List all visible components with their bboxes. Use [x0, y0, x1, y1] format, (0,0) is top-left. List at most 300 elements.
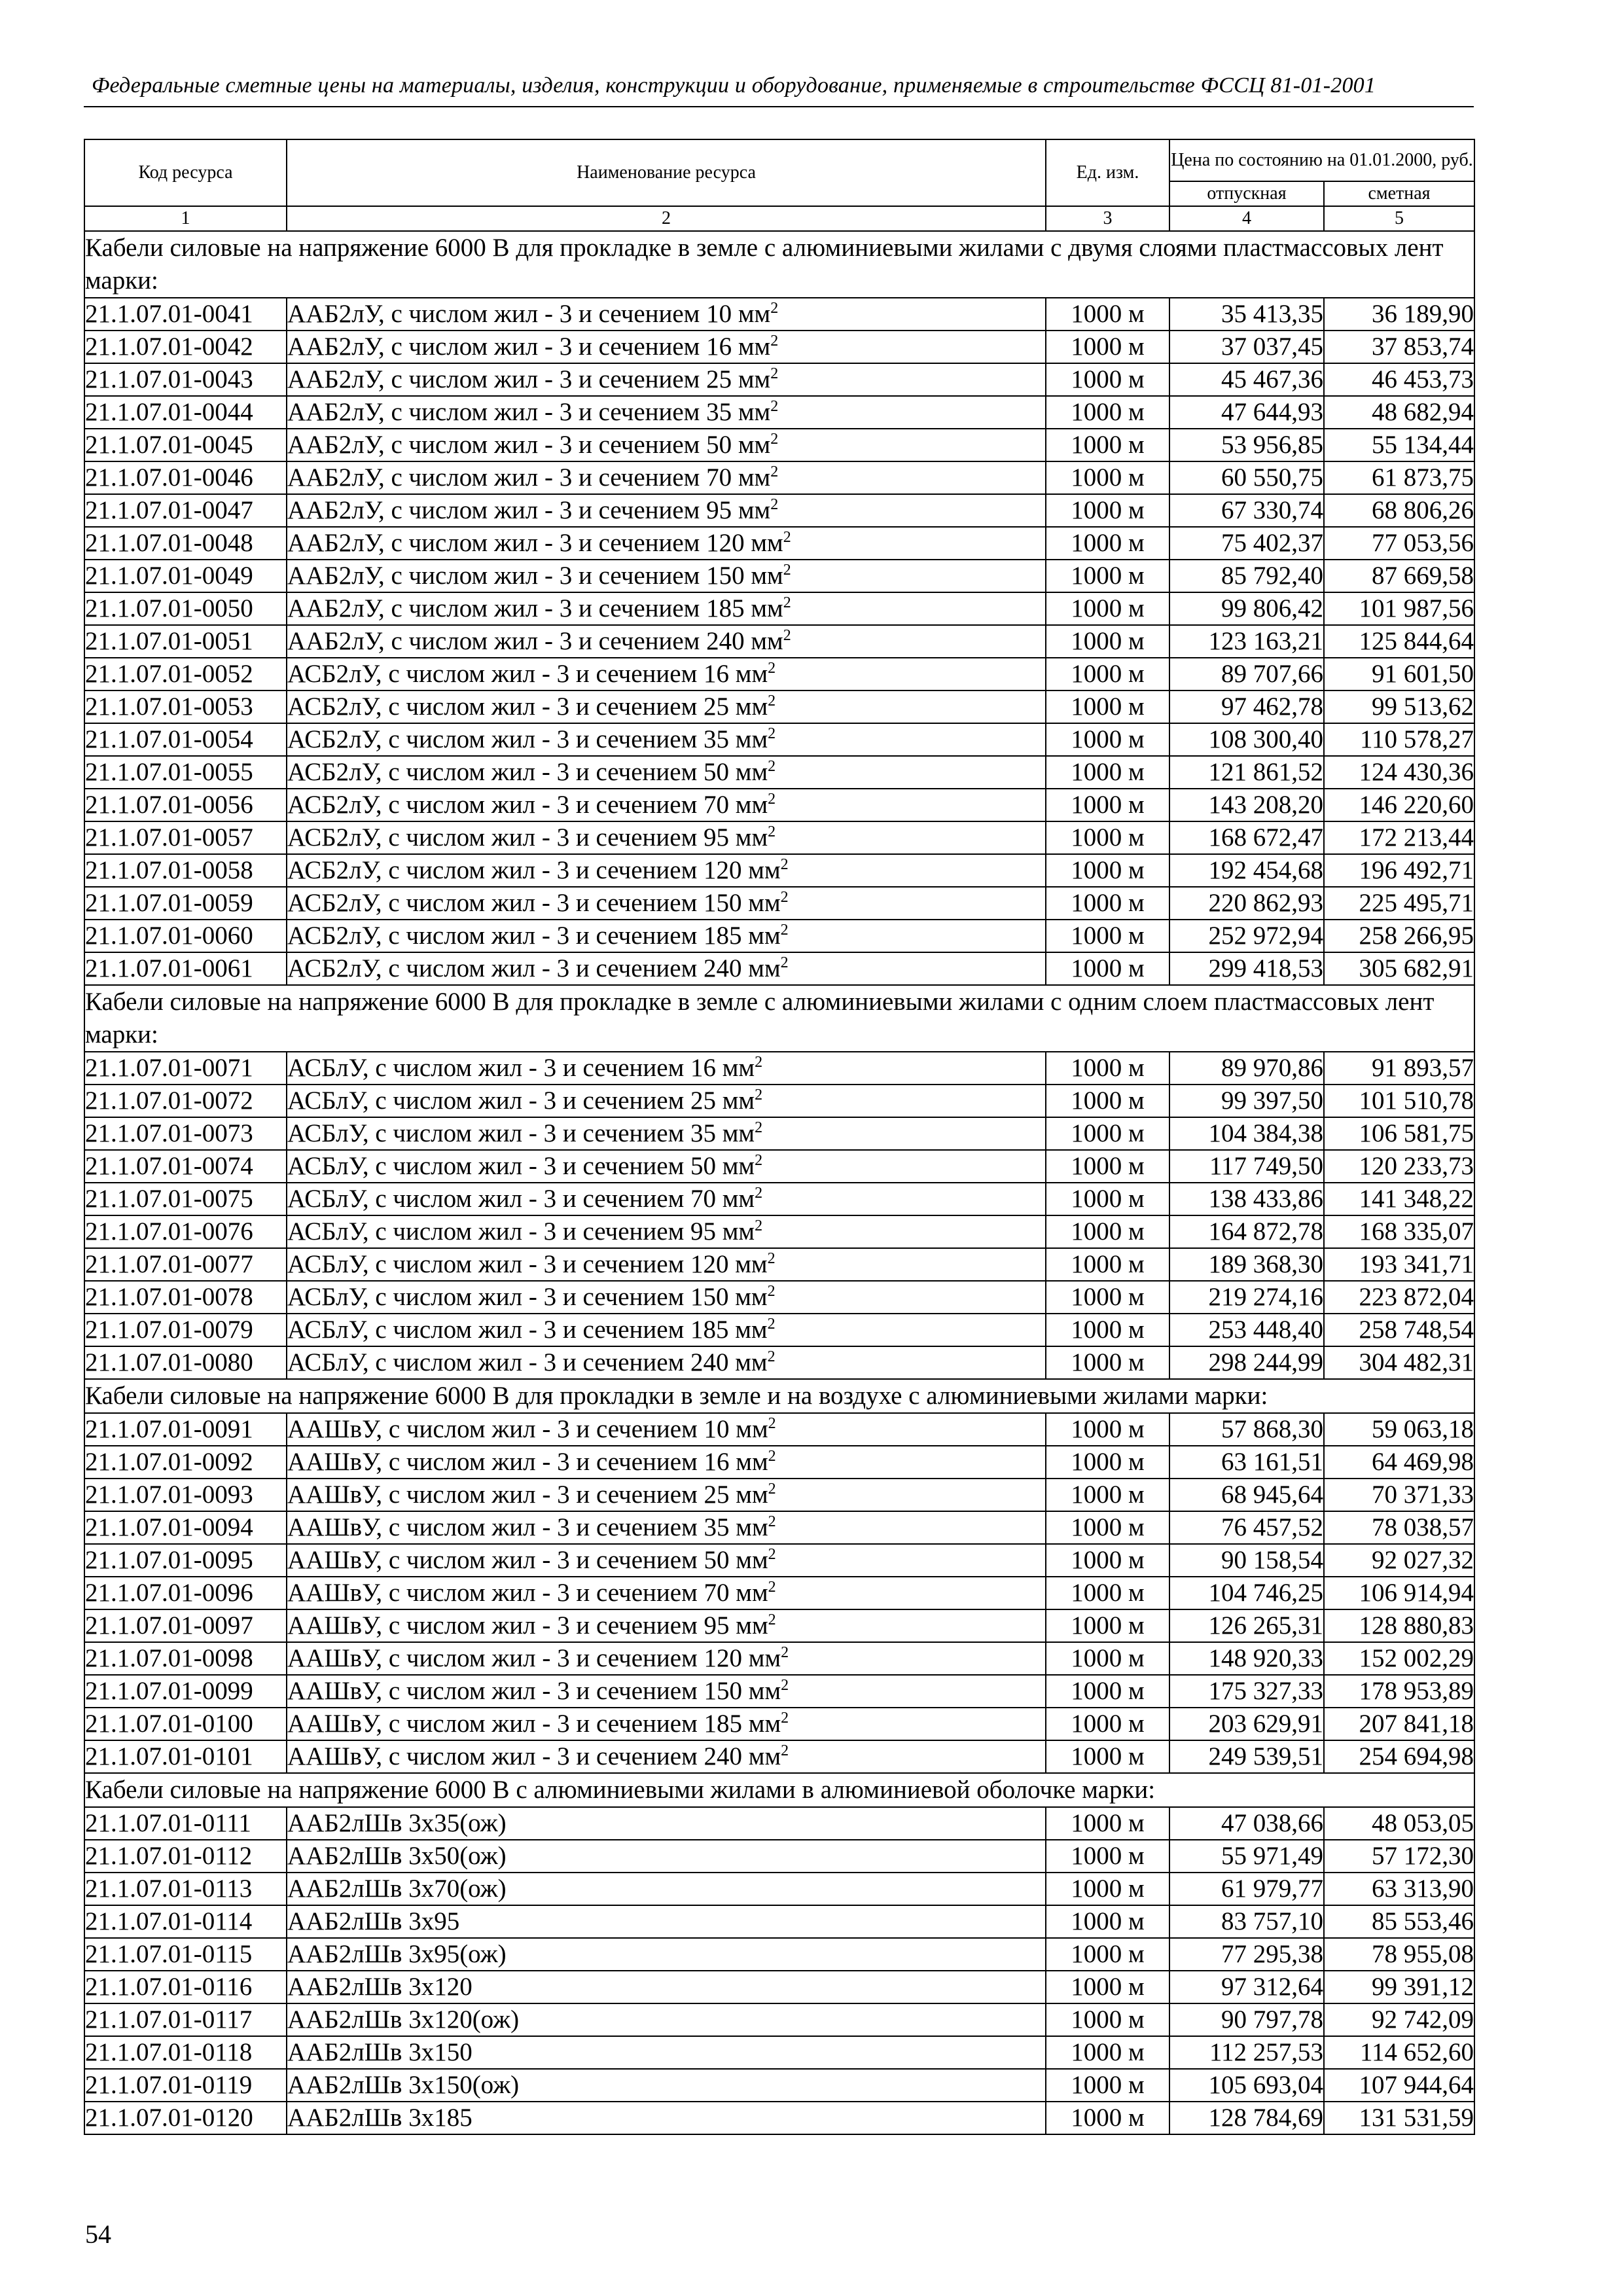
- price-estimate: 124 430,36: [1324, 756, 1474, 789]
- price-release: 97 312,64: [1169, 1971, 1324, 2003]
- square-superscript: 2: [770, 300, 779, 317]
- resource-name: ААБ2лУ, с числом жил - 3 и сечением 70 мм: [287, 463, 771, 492]
- unit: 1000 м: [1046, 429, 1169, 461]
- unit: 1000 м: [1046, 1938, 1169, 1971]
- unit: 1000 м: [1046, 1248, 1169, 1281]
- resource-name-cell: [287, 1314, 1046, 1346]
- resource-code: 21.1.07.01-0061: [84, 952, 287, 985]
- price-release: 68 945,64: [1169, 1479, 1324, 1511]
- square-superscript: 2: [770, 431, 779, 448]
- resource-name-cell: [287, 2069, 1046, 2102]
- header-price-release: отпускная: [1169, 181, 1324, 206]
- resource-code: 21.1.07.01-0044: [84, 396, 287, 429]
- resource-name: ААБ2лШв 3х95(ож): [287, 1940, 507, 1968]
- resource-name-cell: [287, 1413, 1046, 1446]
- table-row: [84, 1183, 1474, 1215]
- resource-name: ААБ2лШв 3х185: [287, 2104, 473, 2132]
- price-estimate: 78 038,57: [1324, 1511, 1474, 1544]
- square-superscript: 2: [767, 1316, 776, 1333]
- resource-name-cell: [287, 1807, 1046, 1840]
- price-estimate: 91 601,50: [1324, 658, 1474, 691]
- resource-name-cell: [287, 1479, 1046, 1511]
- unit: 1000 м: [1046, 1971, 1169, 2003]
- price-estimate: 99 391,12: [1324, 1971, 1474, 2003]
- unit: 1000 м: [1046, 1215, 1169, 1248]
- price-release: 55 971,49: [1169, 1840, 1324, 1873]
- resource-name: ААШвУ, с числом жил - 3 и сечением 35 мм: [287, 1513, 768, 1541]
- resource-code: 21.1.07.01-0098: [84, 1642, 287, 1675]
- price-estimate: 258 266,95: [1324, 920, 1474, 952]
- unit: 1000 м: [1046, 461, 1169, 494]
- square-superscript: 2: [768, 1415, 776, 1432]
- resource-name-cell: [287, 952, 1046, 985]
- resource-code: 21.1.07.01-0049: [84, 560, 287, 592]
- table-row: [84, 1446, 1474, 1479]
- table-row: [84, 1675, 1474, 1708]
- square-superscript: 2: [768, 692, 776, 709]
- price-release: 220 862,93: [1169, 887, 1324, 920]
- price-estimate: 64 469,98: [1324, 1446, 1474, 1479]
- header-name: Наименование ресурса: [287, 139, 1046, 206]
- table-row: [84, 1577, 1474, 1609]
- square-superscript: 2: [767, 1348, 776, 1365]
- header-price-group: Цена по состоянию на 01.01.2000, руб.: [1169, 139, 1474, 181]
- resource-code: 21.1.07.01-0119: [84, 2069, 287, 2102]
- section-header-row: [84, 985, 1474, 1052]
- resource-code: 21.1.07.01-0059: [84, 887, 287, 920]
- price-estimate: 68 806,26: [1324, 494, 1474, 527]
- resource-code: 21.1.07.01-0071: [84, 1052, 287, 1085]
- unit: 1000 м: [1046, 1413, 1169, 1446]
- square-superscript: 2: [768, 1448, 776, 1465]
- price-release: 168 672,47: [1169, 821, 1324, 854]
- resource-code: 21.1.07.01-0117: [84, 2003, 287, 2036]
- unit: 1000 м: [1046, 920, 1169, 952]
- price-estimate: 304 482,31: [1324, 1346, 1474, 1379]
- square-superscript: 2: [755, 1054, 763, 1071]
- resource-name: АСБ2лУ, с числом жил - 3 и сечением 35 мм: [287, 725, 768, 753]
- table-row: [84, 1740, 1474, 1773]
- table-row: [84, 1609, 1474, 1642]
- table-row: [84, 2003, 1474, 2036]
- resource-code: 21.1.07.01-0051: [84, 625, 287, 658]
- square-superscript: 2: [780, 954, 789, 971]
- resource-name: ААШвУ, с числом жил - 3 и сечением 95 мм: [287, 1611, 768, 1640]
- square-superscript: 2: [755, 1119, 763, 1136]
- section-title: Кабели силовые на напряжение 6000 В для прокладке в земле с алюминиевыми жилами с одним слоем пластмассовых лент марки:: [84, 985, 1474, 1052]
- resource-name: ААБ2лУ, с числом жил - 3 и сечением 95 мм: [287, 496, 771, 524]
- table-row: [84, 429, 1474, 461]
- square-superscript: 2: [755, 1086, 763, 1103]
- table-row: [84, 1314, 1474, 1346]
- resource-name-cell: [287, 298, 1046, 331]
- price-release: 117 749,50: [1169, 1150, 1324, 1183]
- resource-name: ААБ2лУ, с числом жил - 3 и сечением 185 мм: [287, 594, 783, 622]
- price-release: 192 454,68: [1169, 854, 1324, 887]
- resource-name: ААБ2лУ, с числом жил - 3 и сечением 16 мм: [287, 332, 771, 361]
- resource-name: ААБ2лШв 3х95: [287, 1907, 460, 1935]
- resource-name-cell: [287, 854, 1046, 887]
- price-release: 61 979,77: [1169, 1873, 1324, 1905]
- running-header: Федеральные сметные цены на материалы, изделия, конструкции и оборудование, применяемые в строительстве ФССЦ 81-01-2001: [92, 73, 1376, 98]
- column-number: 2: [287, 206, 1046, 231]
- price-estimate: 110 578,27: [1324, 723, 1474, 756]
- unit: 1000 м: [1046, 527, 1169, 560]
- table-row: [84, 625, 1474, 658]
- resource-name: АСБ2лУ, с числом жил - 3 и сечением 25 мм: [287, 692, 768, 721]
- resource-name: АСБ2лУ, с числом жил - 3 и сечением 70 мм: [287, 791, 768, 819]
- unit: 1000 м: [1046, 560, 1169, 592]
- table-row: [84, 920, 1474, 952]
- price-release: 252 972,94: [1169, 920, 1324, 952]
- price-estimate: 125 844,64: [1324, 625, 1474, 658]
- price-release: 89 707,66: [1169, 658, 1324, 691]
- square-superscript: 2: [780, 922, 789, 939]
- resource-code: 21.1.07.01-0080: [84, 1346, 287, 1379]
- resource-code: 21.1.07.01-0096: [84, 1577, 287, 1609]
- table-row: [84, 1479, 1474, 1511]
- resource-code: 21.1.07.01-0060: [84, 920, 287, 952]
- table-row: [84, 854, 1474, 887]
- unit: 1000 м: [1046, 2069, 1169, 2102]
- unit: 1000 м: [1046, 1479, 1169, 1511]
- resource-code: 21.1.07.01-0052: [84, 658, 287, 691]
- table-row: [84, 1905, 1474, 1938]
- table-row: [84, 1346, 1474, 1379]
- square-superscript: 2: [768, 1579, 776, 1596]
- unit: 1000 м: [1046, 1511, 1169, 1544]
- price-release: 249 539,51: [1169, 1740, 1324, 1773]
- price-release: 112 257,53: [1169, 2036, 1324, 2069]
- unit: 1000 м: [1046, 1708, 1169, 1740]
- resource-code: 21.1.07.01-0077: [84, 1248, 287, 1281]
- resource-name-cell: [287, 592, 1046, 625]
- price-estimate: 168 335,07: [1324, 1215, 1474, 1248]
- square-superscript: 2: [768, 1546, 776, 1563]
- unit: 1000 м: [1046, 1873, 1169, 1905]
- price-release: 175 327,33: [1169, 1675, 1324, 1708]
- resource-name: ААБ2лШв 3х150: [287, 2038, 473, 2066]
- square-superscript: 2: [781, 1742, 789, 1759]
- table-row: [84, 527, 1474, 560]
- resource-name: АСБ2лУ, с числом жил - 3 и сечением 185 мм: [287, 922, 781, 950]
- resource-code: 21.1.07.01-0046: [84, 461, 287, 494]
- price-release: 90 797,78: [1169, 2003, 1324, 2036]
- resource-name-cell: [287, 625, 1046, 658]
- resource-code: 21.1.07.01-0042: [84, 331, 287, 363]
- resource-name: ААШвУ, с числом жил - 3 и сечением 150 мм: [287, 1677, 781, 1705]
- section-header-row: [84, 1379, 1474, 1413]
- table-row: [84, 723, 1474, 756]
- price-estimate: 193 341,71: [1324, 1248, 1474, 1281]
- unit: 1000 м: [1046, 1544, 1169, 1577]
- price-estimate: 87 669,58: [1324, 560, 1474, 592]
- resource-name: АСБ2лУ, с числом жил - 3 и сечением 50 мм: [287, 758, 768, 786]
- resource-name-cell: [287, 920, 1046, 952]
- price-estimate: 57 172,30: [1324, 1840, 1474, 1873]
- resource-code: 21.1.07.01-0118: [84, 2036, 287, 2069]
- unit: 1000 м: [1046, 331, 1169, 363]
- price-estimate: 91 893,57: [1324, 1052, 1474, 1085]
- resource-name-cell: [287, 1346, 1046, 1379]
- price-estimate: 85 553,46: [1324, 1905, 1474, 1938]
- unit: 1000 м: [1046, 1840, 1169, 1873]
- square-superscript: 2: [755, 1185, 763, 1202]
- resource-name: ААБ2лШв 3х120(ож): [287, 2005, 520, 2034]
- price-estimate: 78 955,08: [1324, 1938, 1474, 1971]
- resource-name: ААШвУ, с числом жил - 3 и сечением 120 мм: [287, 1644, 781, 1672]
- table-row: [84, 1052, 1474, 1085]
- price-estimate: 178 953,89: [1324, 1675, 1474, 1708]
- price-release: 97 462,78: [1169, 691, 1324, 723]
- resource-name-cell: [287, 494, 1046, 527]
- resource-name-cell: [287, 756, 1046, 789]
- resource-name-cell: [287, 1446, 1046, 1479]
- table-row: [84, 1248, 1474, 1281]
- price-release: 60 550,75: [1169, 461, 1324, 494]
- unit: 1000 м: [1046, 2003, 1169, 2036]
- table-row: [84, 1511, 1474, 1544]
- resource-name-cell: [287, 560, 1046, 592]
- unit: 1000 м: [1046, 298, 1169, 331]
- resource-name-cell: [287, 396, 1046, 429]
- price-estimate: 46 453,73: [1324, 363, 1474, 396]
- price-estimate: 223 872,04: [1324, 1281, 1474, 1314]
- resource-name-cell: [287, 789, 1046, 821]
- price-release: 67 330,74: [1169, 494, 1324, 527]
- resource-name: АСБлУ, с числом жил - 3 и сечением 95 мм: [287, 1217, 755, 1246]
- square-superscript: 2: [767, 1250, 776, 1267]
- price-estimate: 61 873,75: [1324, 461, 1474, 494]
- resource-name-cell: [287, 1938, 1046, 1971]
- price-estimate: 37 853,74: [1324, 331, 1474, 363]
- resource-code: 21.1.07.01-0100: [84, 1708, 287, 1740]
- table-row: [84, 952, 1474, 985]
- resource-name-cell: [287, 723, 1046, 756]
- resource-name: ААШвУ, с числом жил - 3 и сечением 185 мм: [287, 1710, 781, 1738]
- price-estimate: 114 652,60: [1324, 2036, 1474, 2069]
- resource-code: 21.1.07.01-0115: [84, 1938, 287, 1971]
- square-superscript: 2: [780, 856, 789, 873]
- price-estimate: 101 987,56: [1324, 592, 1474, 625]
- resource-name: ААБ2лУ, с числом жил - 3 и сечением 25 мм: [287, 365, 771, 393]
- price-estimate: 92 742,09: [1324, 2003, 1474, 2036]
- resource-name: ААШвУ, с числом жил - 3 и сечением 70 мм: [287, 1579, 768, 1607]
- table-row: [84, 298, 1474, 331]
- price-estimate: 106 914,94: [1324, 1577, 1474, 1609]
- price-estimate: 131 531,59: [1324, 2102, 1474, 2134]
- price-release: 143 208,20: [1169, 789, 1324, 821]
- price-estimate: 305 682,91: [1324, 952, 1474, 985]
- resource-name: ААБ2лШв 3х35(ож): [287, 1809, 507, 1837]
- price-release: 99 806,42: [1169, 592, 1324, 625]
- resource-name-cell: [287, 1675, 1046, 1708]
- resource-code: 21.1.07.01-0111: [84, 1807, 287, 1840]
- resource-name: ААБ2лУ, с числом жил - 3 и сечением 240 мм: [287, 627, 783, 655]
- table-row: [84, 1544, 1474, 1577]
- section-title: Кабели силовые на напряжение 6000 В для прокладке в земле с алюминиевыми жилами с двумя слоями пластмассовых лент марки:: [84, 231, 1474, 298]
- table-body: [84, 231, 1474, 2134]
- resource-name: ААШвУ, с числом жил - 3 и сечением 25 мм: [287, 1480, 768, 1509]
- price-release: 128 784,69: [1169, 2102, 1324, 2134]
- square-superscript: 2: [781, 1644, 789, 1661]
- unit: 1000 м: [1046, 658, 1169, 691]
- resource-name-cell: [287, 1511, 1046, 1544]
- price-release: 123 163,21: [1169, 625, 1324, 658]
- resource-code: 21.1.07.01-0091: [84, 1413, 287, 1446]
- price-release: 253 448,40: [1169, 1314, 1324, 1346]
- price-release: 89 970,86: [1169, 1052, 1324, 1085]
- table-row: [84, 2069, 1474, 2102]
- unit: 1000 м: [1046, 1117, 1169, 1150]
- square-superscript: 2: [780, 889, 789, 906]
- resource-name: ААБ2лШв 3х120: [287, 1973, 473, 2001]
- resource-code: 21.1.07.01-0057: [84, 821, 287, 854]
- resource-name: ААШвУ, с числом жил - 3 и сечением 10 мм: [287, 1415, 768, 1443]
- price-release: 104 384,38: [1169, 1117, 1324, 1150]
- resource-name-cell: [287, 1183, 1046, 1215]
- price-release: 219 274,16: [1169, 1281, 1324, 1314]
- resource-name-cell: [287, 363, 1046, 396]
- unit: 1000 м: [1046, 1085, 1169, 1117]
- table-row: [84, 887, 1474, 920]
- resource-name-cell: [287, 887, 1046, 920]
- unit: 1000 м: [1046, 1609, 1169, 1642]
- resource-name-cell: [287, 1609, 1046, 1642]
- resource-name: АСБлУ, с числом жил - 3 и сечением 16 мм: [287, 1054, 755, 1082]
- header-price-estimate: сметная: [1324, 181, 1474, 206]
- table-row: [84, 1117, 1474, 1150]
- resource-name-cell: [287, 2102, 1046, 2134]
- unit: 1000 м: [1046, 756, 1169, 789]
- unit: 1000 м: [1046, 396, 1169, 429]
- resource-name: АСБлУ, с числом жил - 3 и сечением 35 мм: [287, 1119, 755, 1147]
- price-release: 83 757,10: [1169, 1905, 1324, 1938]
- square-superscript: 2: [770, 332, 779, 350]
- resource-name-cell: [287, 1281, 1046, 1314]
- resource-code: 21.1.07.01-0112: [84, 1840, 287, 1873]
- resource-code: 21.1.07.01-0116: [84, 1971, 287, 2003]
- resource-name-cell: [287, 1085, 1046, 1117]
- resource-name-cell: [287, 1642, 1046, 1675]
- table-row: [84, 1971, 1474, 2003]
- resource-code: 21.1.07.01-0056: [84, 789, 287, 821]
- resource-name: ААБ2лУ, с числом жил - 3 и сечением 50 мм: [287, 431, 771, 459]
- resource-name: ААБ2лШв 3х70(ож): [287, 1874, 507, 1903]
- resource-name-cell: [287, 1544, 1046, 1577]
- table-row: [84, 1873, 1474, 1905]
- unit: 1000 м: [1046, 1314, 1169, 1346]
- resource-name: ААБ2лУ, с числом жил - 3 и сечением 35 мм: [287, 398, 771, 426]
- table-row: [84, 363, 1474, 396]
- resource-code: 21.1.07.01-0058: [84, 854, 287, 887]
- table-row: [84, 2036, 1474, 2069]
- table-row: [84, 1807, 1474, 1840]
- resource-name-cell: [287, 1873, 1046, 1905]
- table-row: [84, 821, 1474, 854]
- resource-code: 21.1.07.01-0120: [84, 2102, 287, 2134]
- price-release: 99 397,50: [1169, 1085, 1324, 1117]
- unit: 1000 м: [1046, 1446, 1169, 1479]
- resource-code: 21.1.07.01-0074: [84, 1150, 287, 1183]
- resource-name: АСБ2лУ, с числом жил - 3 и сечением 150 мм: [287, 889, 781, 917]
- section-header-row: [84, 1773, 1474, 1807]
- table-row: [84, 1281, 1474, 1314]
- price-estimate: 172 213,44: [1324, 821, 1474, 854]
- resource-name: АСБлУ, с числом жил - 3 и сечением 150 мм: [287, 1283, 768, 1311]
- unit: 1000 м: [1046, 1281, 1169, 1314]
- price-release: 299 418,53: [1169, 952, 1324, 985]
- price-estimate: 92 027,32: [1324, 1544, 1474, 1577]
- resource-code: 21.1.07.01-0050: [84, 592, 287, 625]
- resource-code: 21.1.07.01-0055: [84, 756, 287, 789]
- price-estimate: 59 063,18: [1324, 1413, 1474, 1446]
- resource-name-cell: [287, 1052, 1046, 1085]
- column-number: 4: [1169, 206, 1324, 231]
- resource-name: ААШвУ, с числом жил - 3 и сечением 16 мм: [287, 1448, 768, 1476]
- price-release: 47 038,66: [1169, 1807, 1324, 1840]
- resource-code: 21.1.07.01-0094: [84, 1511, 287, 1544]
- resource-name-cell: [287, 1971, 1046, 2003]
- price-release: 298 244,99: [1169, 1346, 1324, 1379]
- unit: 1000 м: [1046, 1740, 1169, 1773]
- resource-code: 21.1.07.01-0095: [84, 1544, 287, 1577]
- resource-code: 21.1.07.01-0045: [84, 429, 287, 461]
- price-estimate: 36 189,90: [1324, 298, 1474, 331]
- price-release: 45 467,36: [1169, 363, 1324, 396]
- price-estimate: 48 053,05: [1324, 1807, 1474, 1840]
- table-row: [84, 1150, 1474, 1183]
- resource-code: 21.1.07.01-0075: [84, 1183, 287, 1215]
- resource-name: АСБлУ, с числом жил - 3 и сечением 70 мм: [287, 1185, 755, 1213]
- resource-code: 21.1.07.01-0041: [84, 298, 287, 331]
- column-number: 1: [84, 206, 287, 231]
- resource-code: 21.1.07.01-0048: [84, 527, 287, 560]
- table-row: [84, 1708, 1474, 1740]
- square-superscript: 2: [768, 1480, 776, 1498]
- resource-name-cell: [287, 821, 1046, 854]
- header-unit: Ед. изм.: [1046, 139, 1169, 206]
- section-title: Кабели силовые на напряжение 6000 В с алюминиевыми жилами в алюминиевой оболочке марки:: [84, 1773, 1474, 1807]
- price-estimate: 254 694,98: [1324, 1740, 1474, 1773]
- square-superscript: 2: [783, 529, 791, 546]
- resource-name: ААБ2лШв 3х150(ож): [287, 2071, 520, 2099]
- table-row: [84, 1215, 1474, 1248]
- resource-name: АСБ2лУ, с числом жил - 3 и сечением 240 мм: [287, 954, 781, 982]
- resource-name-cell: [287, 331, 1046, 363]
- resource-name: АСБлУ, с числом жил - 3 и сечением 185 мм: [287, 1316, 768, 1344]
- resource-code: 21.1.07.01-0113: [84, 1873, 287, 1905]
- square-superscript: 2: [768, 1611, 776, 1628]
- resource-code: 21.1.07.01-0054: [84, 723, 287, 756]
- price-estimate: 77 053,56: [1324, 527, 1474, 560]
- price-estimate: 101 510,78: [1324, 1085, 1474, 1117]
- resource-code: 21.1.07.01-0093: [84, 1479, 287, 1511]
- resource-code: 21.1.07.01-0099: [84, 1675, 287, 1708]
- resource-name: АСБлУ, с числом жил - 3 и сечением 240 мм: [287, 1348, 768, 1376]
- price-release: 121 861,52: [1169, 756, 1324, 789]
- price-release: 85 792,40: [1169, 560, 1324, 592]
- table-row: [84, 691, 1474, 723]
- resource-name-cell: [287, 658, 1046, 691]
- table-row: [84, 789, 1474, 821]
- resource-code: 21.1.07.01-0092: [84, 1446, 287, 1479]
- square-superscript: 2: [768, 758, 776, 775]
- price-release: 75 402,37: [1169, 527, 1324, 560]
- price-estimate: 225 495,71: [1324, 887, 1474, 920]
- price-release: 126 265,31: [1169, 1609, 1324, 1642]
- unit: 1000 м: [1046, 1642, 1169, 1675]
